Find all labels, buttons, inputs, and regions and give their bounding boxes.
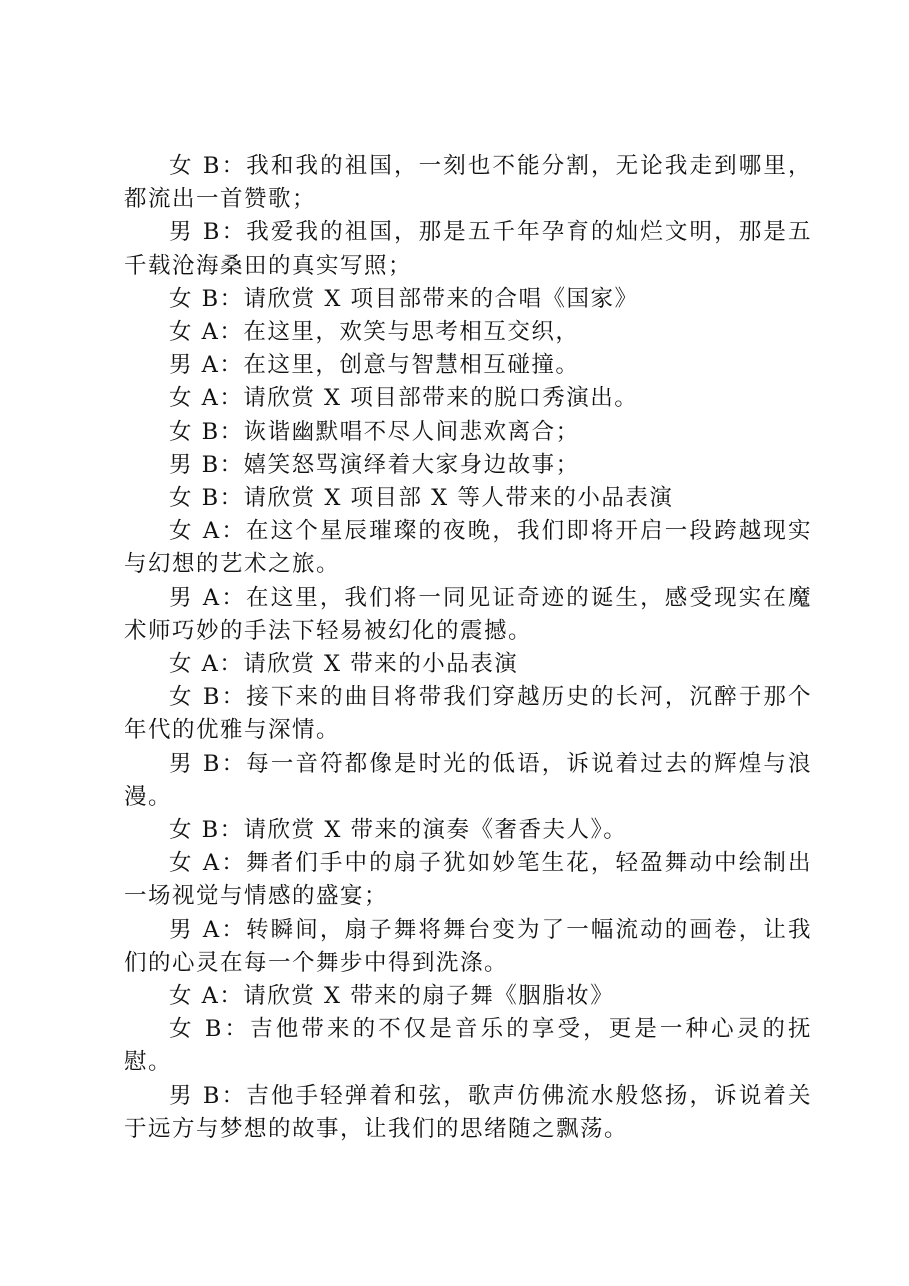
script-line: 女 B：请欣赏 X 项目部带来的合唱《国家》 bbox=[169, 285, 639, 312]
script-line: 女 A：在这个星辰璀璨的夜晚，我们即将开启一段跨越现实与幻想的艺术之旅。 bbox=[124, 518, 812, 578]
script-line: 男 B：我爱我的祖国，那是五千年孕育的灿烂文明，那是五千载沧海桑田的真实写照； bbox=[124, 219, 812, 279]
script-line: 女 A：在这里，欢笑与思考相互交织， bbox=[169, 319, 580, 346]
script-line: 男 A：转瞬间，扇子舞将舞台变为了一幅流动的画卷，让我们的心灵在每一个舞步中得到洗涤。 bbox=[124, 916, 812, 976]
script-line: 男 B：嬉笑怒骂演绎着大家身边故事； bbox=[169, 451, 580, 478]
script-line: 女 B：请欣赏 X 带来的演奏《奢香夫人》。 bbox=[169, 817, 628, 844]
script-line: 女 A：舞者们手中的扇子犹如妙笔生花，轻盈舞动中绘制出一场视觉与情感的盛宴； bbox=[124, 850, 812, 910]
script-line: 男 B：每一音符都像是时光的低语，诉说着过去的辉煌与浪漫。 bbox=[124, 750, 812, 810]
script-body bbox=[124, 150, 812, 1146]
script-line: 女 B：吉他带来的不仅是音乐的享受，更是一种心灵的抚慰。 bbox=[124, 1016, 812, 1076]
script-line: 女 A：请欣赏 X 带来的扇子舞《胭脂妆》 bbox=[169, 983, 615, 1010]
script-line: 男 A：在这里，创意与智慧相互碰撞。 bbox=[169, 352, 580, 379]
script-line: 女 B：接下来的曲目将带我们穿越历史的长河，沉醉于那个年代的优雅与深情。 bbox=[124, 684, 812, 744]
script-line: 女 A：请欣赏 X 项目部带来的脱口秀演出。 bbox=[169, 385, 639, 412]
script-line: 女 B：诙谐幽默唱不尽人间悲欢离合； bbox=[169, 418, 580, 445]
script-line: 女 B：我和我的祖国，一刻也不能分割，无论我走到哪里，都流出一首赞歌； bbox=[124, 153, 812, 213]
script-line: 女 B：请欣赏 X 项目部 X 等人带来的小品表演 bbox=[169, 485, 674, 512]
script-line: 女 A：请欣赏 X 带来的小品表演 bbox=[169, 651, 519, 678]
script-line: 男 B：吉他手轻弹着和弦，歌声仿佛流水般悠扬，诉说着关于远方与梦想的故事，让我们的思绪随之飘荡。 bbox=[124, 1082, 812, 1142]
script-line: 男 A：在这里，我们将一同见证奇迹的诞生，感受现实在魔术师巧妙的手法下轻易被幻化的震撼。 bbox=[124, 584, 812, 644]
